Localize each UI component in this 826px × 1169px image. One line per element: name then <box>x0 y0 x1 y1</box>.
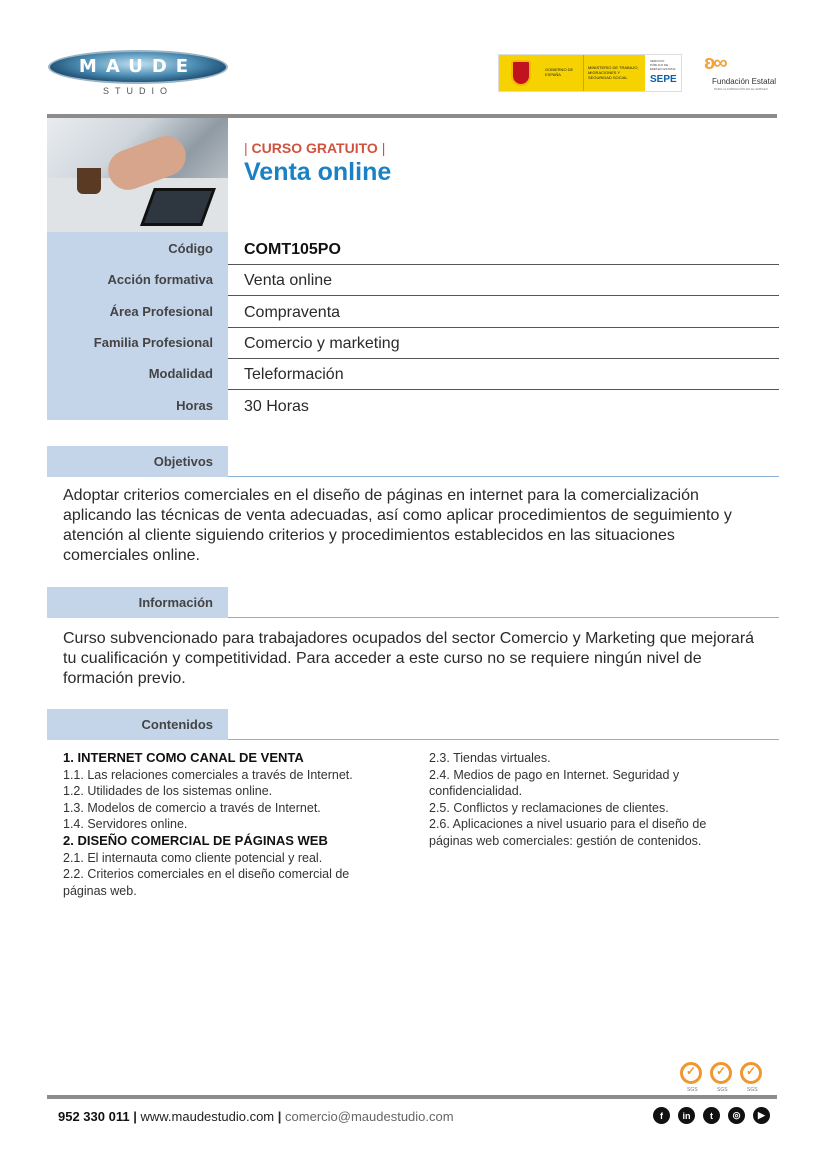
fundacion-tagline: PARA LA FORMACIÓN EN EL EMPLEO <box>714 87 769 91</box>
contents-item: 2.5. Conflictos y reclamaciones de clientes. <box>429 800 669 815</box>
contents-item: 2.6. Aplicaciones a nivel usuario para el diseño de páginas web comerciales: gestión de contenidos. <box>429 817 707 848</box>
social-links <box>653 1107 770 1124</box>
sepe-logo <box>645 55 681 91</box>
contents-item: 2.1. El internauta como cliente potencial y real. <box>63 850 323 865</box>
footer-website-link[interactable]: www.maudestudio.com <box>140 1109 275 1124</box>
detail-label: Familia Profesional <box>93 335 213 350</box>
detail-row-modalidad <box>47 358 779 389</box>
spain-crest-icon <box>499 55 543 91</box>
detail-label: Código <box>168 241 213 256</box>
section-contenidos <box>47 709 779 740</box>
gobierno-text: GOBIERNO DE ESPAÑA <box>543 55 583 91</box>
footer-contact <box>58 1109 454 1124</box>
detail-row-accion <box>47 264 779 295</box>
detail-row-familia <box>47 327 779 358</box>
government-logo <box>498 54 682 92</box>
linkedin-icon[interactable]: in <box>678 1107 695 1124</box>
detail-value: COMT105PO <box>244 241 341 258</box>
contents-item: 1.2. Utilidades de los sistemas online. <box>63 784 273 799</box>
sepe-text: SEPE <box>650 74 677 85</box>
contents-item: 1.4. Servidores online. <box>63 817 188 832</box>
footer-email-link[interactable]: comercio@maudestudio.com <box>285 1109 454 1124</box>
logo-word: MAUDE <box>78 56 198 77</box>
informacion-text: Curso subvencionado para trabajadores ocupados del sector Comercio y Marketing que mejorará tu cualificación y competitividad. Para acceder a este curso no se requiere ningún nivel de formación previo. <box>63 630 755 687</box>
course-title: Venta online <box>244 158 392 186</box>
section-label: Objetivos <box>47 446 228 477</box>
detail-row-codigo <box>47 233 779 264</box>
detail-label: Modalidad <box>148 366 213 381</box>
twitter-icon[interactable]: t <box>703 1107 720 1124</box>
sgs-badge-icon: SGS ✓ <box>740 1062 762 1084</box>
course-photo <box>47 118 228 232</box>
contents-right-column <box>429 750 749 850</box>
tag-text: CURSO GRATUITO <box>251 140 378 156</box>
objetivos-text: Adoptar criterios comerciales en el diseño de páginas en internet para la comercialización aplicando las técnicas de venta adecuadas, así como aplicar procedimientos de seguimiento y atención al cliente siguiendo criterios y procedimientos establecidos en las situaciones comerciales online. <box>63 487 732 564</box>
ministerio-text: MINISTERIO DE TRABAJO, MIGRACIONES Y SEGURIDAD SOCIAL <box>583 55 645 91</box>
footer-separator: | <box>133 1109 137 1124</box>
youtube-icon[interactable]: ▶ <box>753 1107 770 1124</box>
detail-row-area <box>47 296 779 327</box>
fundacion-estatal-logo <box>702 52 782 94</box>
footer-separator: | <box>277 1109 282 1124</box>
section-label: Información <box>47 587 228 618</box>
detail-row-horas <box>47 390 779 421</box>
tag-bar-right: | <box>381 140 386 156</box>
section-informacion <box>47 587 779 618</box>
instagram-icon[interactable]: ◎ <box>728 1107 745 1124</box>
bottom-divider <box>47 1095 777 1099</box>
detail-label: Horas <box>176 398 213 413</box>
contents-heading: 2. DISEÑO COMERCIAL DE PÁGINAS WEB <box>63 832 328 848</box>
contents-item: 1.1. Las relaciones comerciales a través de Internet. <box>63 767 353 782</box>
contents-heading: 1. INTERNET COMO CANAL DE VENTA <box>63 750 304 765</box>
detail-value: Compraventa <box>244 304 341 321</box>
detail-value: Teleformación <box>244 366 344 383</box>
detail-label: Área Profesional <box>109 304 213 319</box>
sgs-badge-icon: SGS ✓ <box>680 1062 702 1084</box>
detail-value: 30 Horas <box>244 398 309 415</box>
maude-studio-logo <box>48 46 228 98</box>
footer-phone[interactable]: 952 330 011 <box>58 1109 130 1124</box>
logo-sub: STUDIO <box>102 86 173 96</box>
contents-left-column <box>63 750 393 899</box>
certification-badges <box>680 1062 770 1093</box>
tag-bar-left: | <box>244 140 248 156</box>
detail-value: Comercio y marketing <box>244 335 400 352</box>
detail-label: Acción formativa <box>107 272 213 287</box>
fundacion-mark-icon: ʚ∞ <box>704 52 726 74</box>
detail-value: Venta online <box>244 272 333 289</box>
section-label: Contenidos <box>47 709 228 740</box>
fundacion-name: Fundación Estatal <box>712 77 777 86</box>
sepe-caption: SERVICIO PÚBLICO DE EMPLEO ESTATAL <box>650 59 677 71</box>
sgs-badge-icon: SGS ✓ <box>710 1062 732 1084</box>
contents-item: 1.3. Modelos de comercio a través de Internet. <box>63 800 321 815</box>
contents-item: 2.3. Tiendas virtuales. <box>429 751 551 765</box>
section-objetivos <box>47 446 779 477</box>
contents-item: 2.2. Criterios comerciales en el diseño comercial de páginas web. <box>63 867 350 898</box>
contents-item: 2.4. Medios de pago en Internet. Seguridad y confidencialidad. <box>429 767 680 799</box>
course-tag <box>244 140 385 156</box>
facebook-icon[interactable]: f <box>653 1107 670 1124</box>
